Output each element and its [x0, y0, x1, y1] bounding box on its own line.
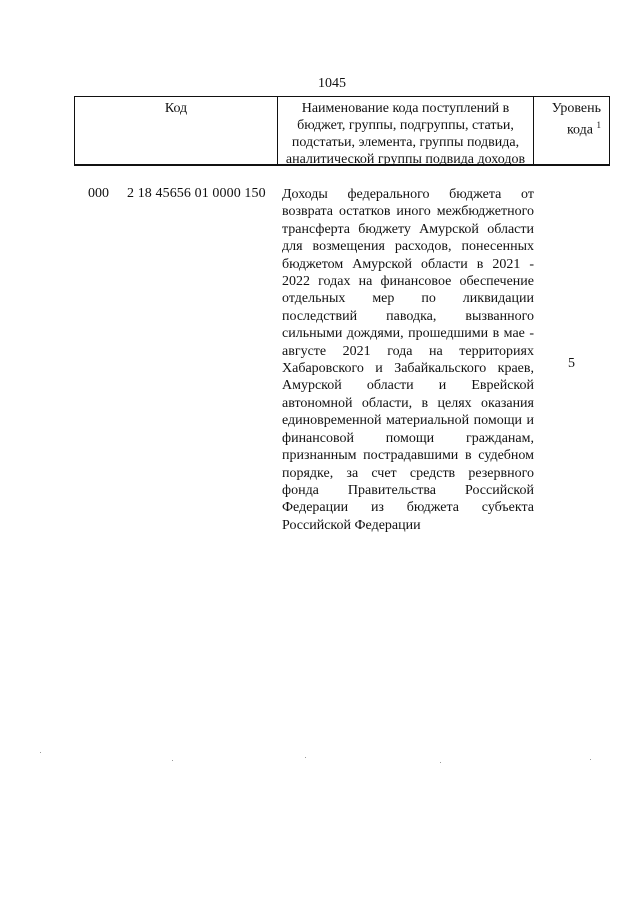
- header-level: [534, 97, 609, 164]
- row-admin-code: 000: [88, 186, 109, 201]
- header-code: Код: [75, 97, 278, 164]
- scan-speck: [590, 759, 591, 760]
- scan-speck: [172, 760, 173, 761]
- row-description: Доходы федерального бюджета от возврата остатков иного межбюджетного трансферта бюджету Амурской области для возмещения расходов, понесенных бюджетом Амурской области в 2021 - 2022 годах на финансовое обеспечение отдельных мер по ликвидации последствий паводка, вызванного сильными дождями, прошедшими в мае - августе 2021 года на территориях Хабаровского и Забайкальского краев, Амурской области и Еврейской автономной области, в целях оказания единовременной материальной помощи и финансовой помощи гражданам, признанным пострадавшими в судебном порядке, за счет средств резервного фонда Правительства Российской Федерации из бюджета субъекта Российской Федерации: [282, 187, 534, 533]
- page-number: 1045: [318, 76, 346, 91]
- header-name: Наименование кода поступлений в бюджет, группы, подгруппы, статьи, подстатьи, элемента, группы подвида, аналитической группы подвида доходов: [278, 97, 534, 164]
- header-level-label: Уровень кода: [551, 101, 601, 138]
- scan-speck: [440, 762, 441, 763]
- scan-speck: [305, 757, 306, 758]
- scan-speck: [40, 752, 41, 753]
- header-level-footnote: 1: [596, 120, 601, 130]
- row-income-code: 2 18 45656 01 0000 150: [127, 186, 266, 201]
- row-level: 5: [568, 356, 575, 371]
- table-header: [74, 96, 610, 166]
